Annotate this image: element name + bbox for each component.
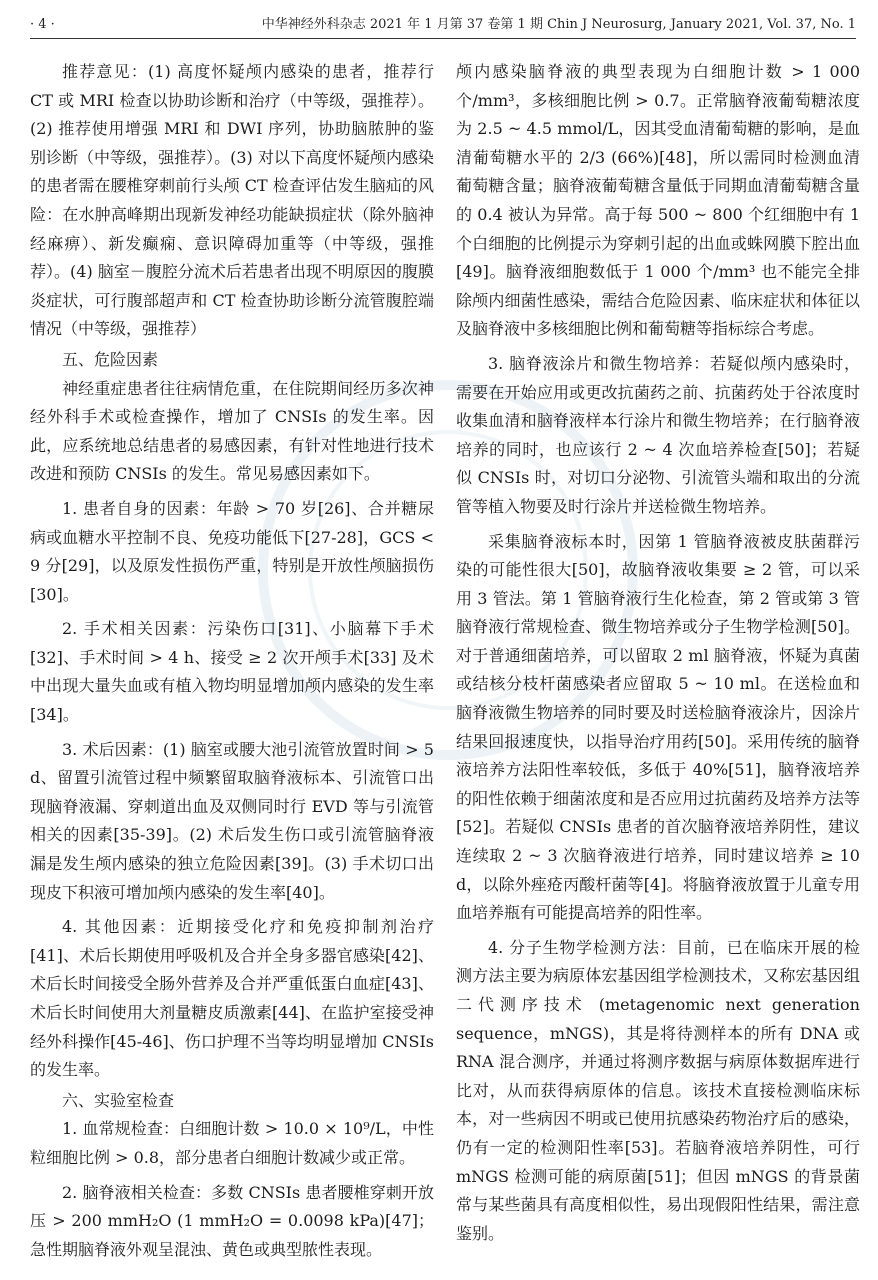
body-paragraph: 颅内感染脑脊液的典型表现为白细胞计数 > 1 000 个/mm³，多核细胞比例 > 0.7。正常脑脊液葡萄糖浓度为 2.5 ~ 4.5 mmol/L，因其受血清葡萄糖的影响，是血清葡萄糖水平的 2/3 (66%)[48]，所以需同时检测血清葡萄糖含量；脑脊液葡萄糖含量低于同期血清葡萄糖含量的 0.4 被认为异常。高于每 500 ~ 800 个红细胞中有 1 个白细胞的比例提示为穿刺引起的出血或蛛网膜下腔出血[49]。脑脊液细胞数低于 1 000 个/mm³ 也不能完全排除颅内细菌性感染，需结合危险因素、临床症状和体征以及脑脊液中多核细胞比例和葡萄糖等指标综合考虑。 bbox=[456, 62, 860, 339]
body-paragraph: 4. 其他因素：近期接受化疗和免疫抑制剂治疗[41]、术后长期使用呼吸机及合并全身多器官感染[42]、术后长时间接受全肠外营养及合并严重低蛋白血症[43]、术后长时间使用大剂量糖皮质激素[44]、在监护室接受神经外科操作[45-46]、伤口护理不当等均明显增加 CNSIs 的发生率。 bbox=[30, 917, 434, 1080]
body-paragraph: 采集脑脊液标本时，因第 1 管脑脊液被皮肤菌群污染的可能性很大[50]，故脑脊液收集要 ≥ 2 管，可以采用 3 管法。第 1 管脑脊液行生化检查，第 2 管或第 3 管脑脊液行常规检查、微生物培养或分子生物学检测[50]。对于普通细菌培养，可以留取 2 ml 脑脊液，怀疑为真菌或结核分枝杆菌感染者应留取 5 ~ 10 ml。在送检血和脑脊液微生物培养的同时要及时送检脑脊液涂片，因涂片结果回报速度快，以指导治疗用药[50]。采用传统的脑脊液培养方法阳性率较低，多低于 40%[51]，脑脊液培养的阳性依赖于细菌浓度和是否应用过抗菌药及培养方法等[52]。若疑似 CNSIs 患者的首次脑脊液培养阴性，建议连续取 2 ~ 3 次脑脊液进行培养，同时建议培养 ≥ 10 d，以除外痤疮丙酸杆菌等[4]。将脑脊液放置于儿童专用血培养瓶有可能提高培养的阳性率。 bbox=[456, 531, 860, 923]
body-paragraph: 1. 血常规检查：白细胞计数 > 10.0 × 10⁹/L，中性粒细胞比例 > 0.8，部分患者白细胞计数减少或正常。 bbox=[30, 1119, 434, 1167]
body-paragraph: 2. 手术相关因素：污染伤口[31]、小脑幕下手术[32]、手术时间 > 4 h、接受 ≥ 2 次开颅手术[33] 及术中出现大量失血或有植入物均明显增加颅内感染的发生率[34]。 bbox=[30, 619, 434, 725]
header-rule bbox=[30, 38, 856, 39]
journal-info: 中华神经外科杂志 2021 年 1 月第 37 卷第 1 期 Chin J Neurosurg, January 2021, Vol. 37, No. 1 bbox=[261, 17, 856, 32]
section-heading-lab-tests: 六、实验室检查 bbox=[62, 1090, 175, 1110]
running-header bbox=[30, 14, 856, 36]
page-number: · 4 · bbox=[30, 17, 55, 32]
body-paragraph: 神经重症患者往往病情危重，在住院期间经历多次神经外科手术或检查操作，增加了 CNSIs 的发生率。因此，应系统地总结患者的易感因素，有针对性地进行技术改进和预防 CNSIs 的发生。常见易感因素如下。 bbox=[30, 378, 434, 484]
body-paragraph: 1. 患者自身的因素：年龄 > 70 岁[26]、合并糖尿病或血糖水平控制不良、免疫功能低下[27-28]，GCS < 9 分[29]，以及原发性损伤严重，特别是开放性颅脑损伤[30]。 bbox=[30, 498, 434, 604]
left-column bbox=[30, 58, 434, 1264]
body-paragraph: 2. 脑脊液相关检查：多数 CNSIs 患者腰椎穿刺开放压 > 200 mmH₂O (1 mmH₂O = 0.0098 kPa)[47]；急性期脑脊液外观呈混浊、黄色或典型脓性表现。 bbox=[30, 1182, 434, 1259]
body-paragraph: 3. 术后因素：(1) 脑室或腰大池引流管放置时间 > 5 d、留置引流管过程中频繁留取脑脊液标本、引流管口出现脑脊液漏、穿刺道出血及双侧同时行 EVD 等与引流管相关的因素[35-39]。(2) 术后发生伤口或引流管脑脊液漏是发生颅内感染的独立危险因素[39]。(3) 手术切口出现皮下积液可增加颅内感染的发生率[40]。 bbox=[30, 739, 434, 902]
section-heading-risk-factors: 五、危险因素 bbox=[62, 349, 159, 369]
body-paragraph: 3. 脑脊液涂片和微生物培养：若疑似颅内感染时，需要在开始应用或更改抗菌药之前、抗菌药处于谷浓度时收集血清和脑脊液样本行涂片和微生物培养；在行脑脊液培养的同时，也应该行 2 ~ 4 次血培养检查[50]；若疑似 CNSIs 时，对切口分泌物、引流管头端和取出的分流管等植入物要及时行涂片并送检微生物培养。 bbox=[456, 353, 860, 516]
body-paragraph: 4. 分子生物学检测方法：目前，已在临床开展的检测方法主要为病原体宏基因组学检测技术，又称宏基因组二代测序技术 (metagenomic next generation sequence，mNGS)，其是将待测样本的所有 DNA 或 RNA 混合测序，并通过将测序数据与病原体数据库进行比对，从而获得病原体的信息。该技术直接检测临床标本，对一些病因不明或已使用抗感染药物治疗后的感染，仍有一定的检测阳性率[53]。若脑脊液培养阴性，可行 mNGS 检测可能的病原菌[51]；但因 mNGS 的背景菌常与某些菌具有高度相似性，易出现假阳性结果，需注意鉴别。 bbox=[456, 937, 860, 1243]
right-column bbox=[456, 58, 860, 1248]
recommendation-paragraph: 推荐意见：(1) 高度怀疑颅内感染的患者，推荐行 CT 或 MRI 检查以协助诊断和治疗（中等级，强推荐）。(2) 推荐使用增强 MRI 和 DWI 序列，协助脑脓肿的鉴别诊断（中等级，强推荐）。(3) 对以下高度怀疑颅内感染的患者需在腰椎穿刺前行头颅 CT 检查评估发生脑疝的风险：在水肿高峰期出现新发神经功能缺损症状（除外脑神经麻痹）、新发癫痫、意识障碍加重等（中等级，强推荐）。(4) 脑室－腹腔分流术后若患者出现不明原因的腹膜炎症状，可行腹部超声和 CT 检查协助诊断分流管腹腔端情况（中等级，强推荐） bbox=[30, 62, 434, 339]
